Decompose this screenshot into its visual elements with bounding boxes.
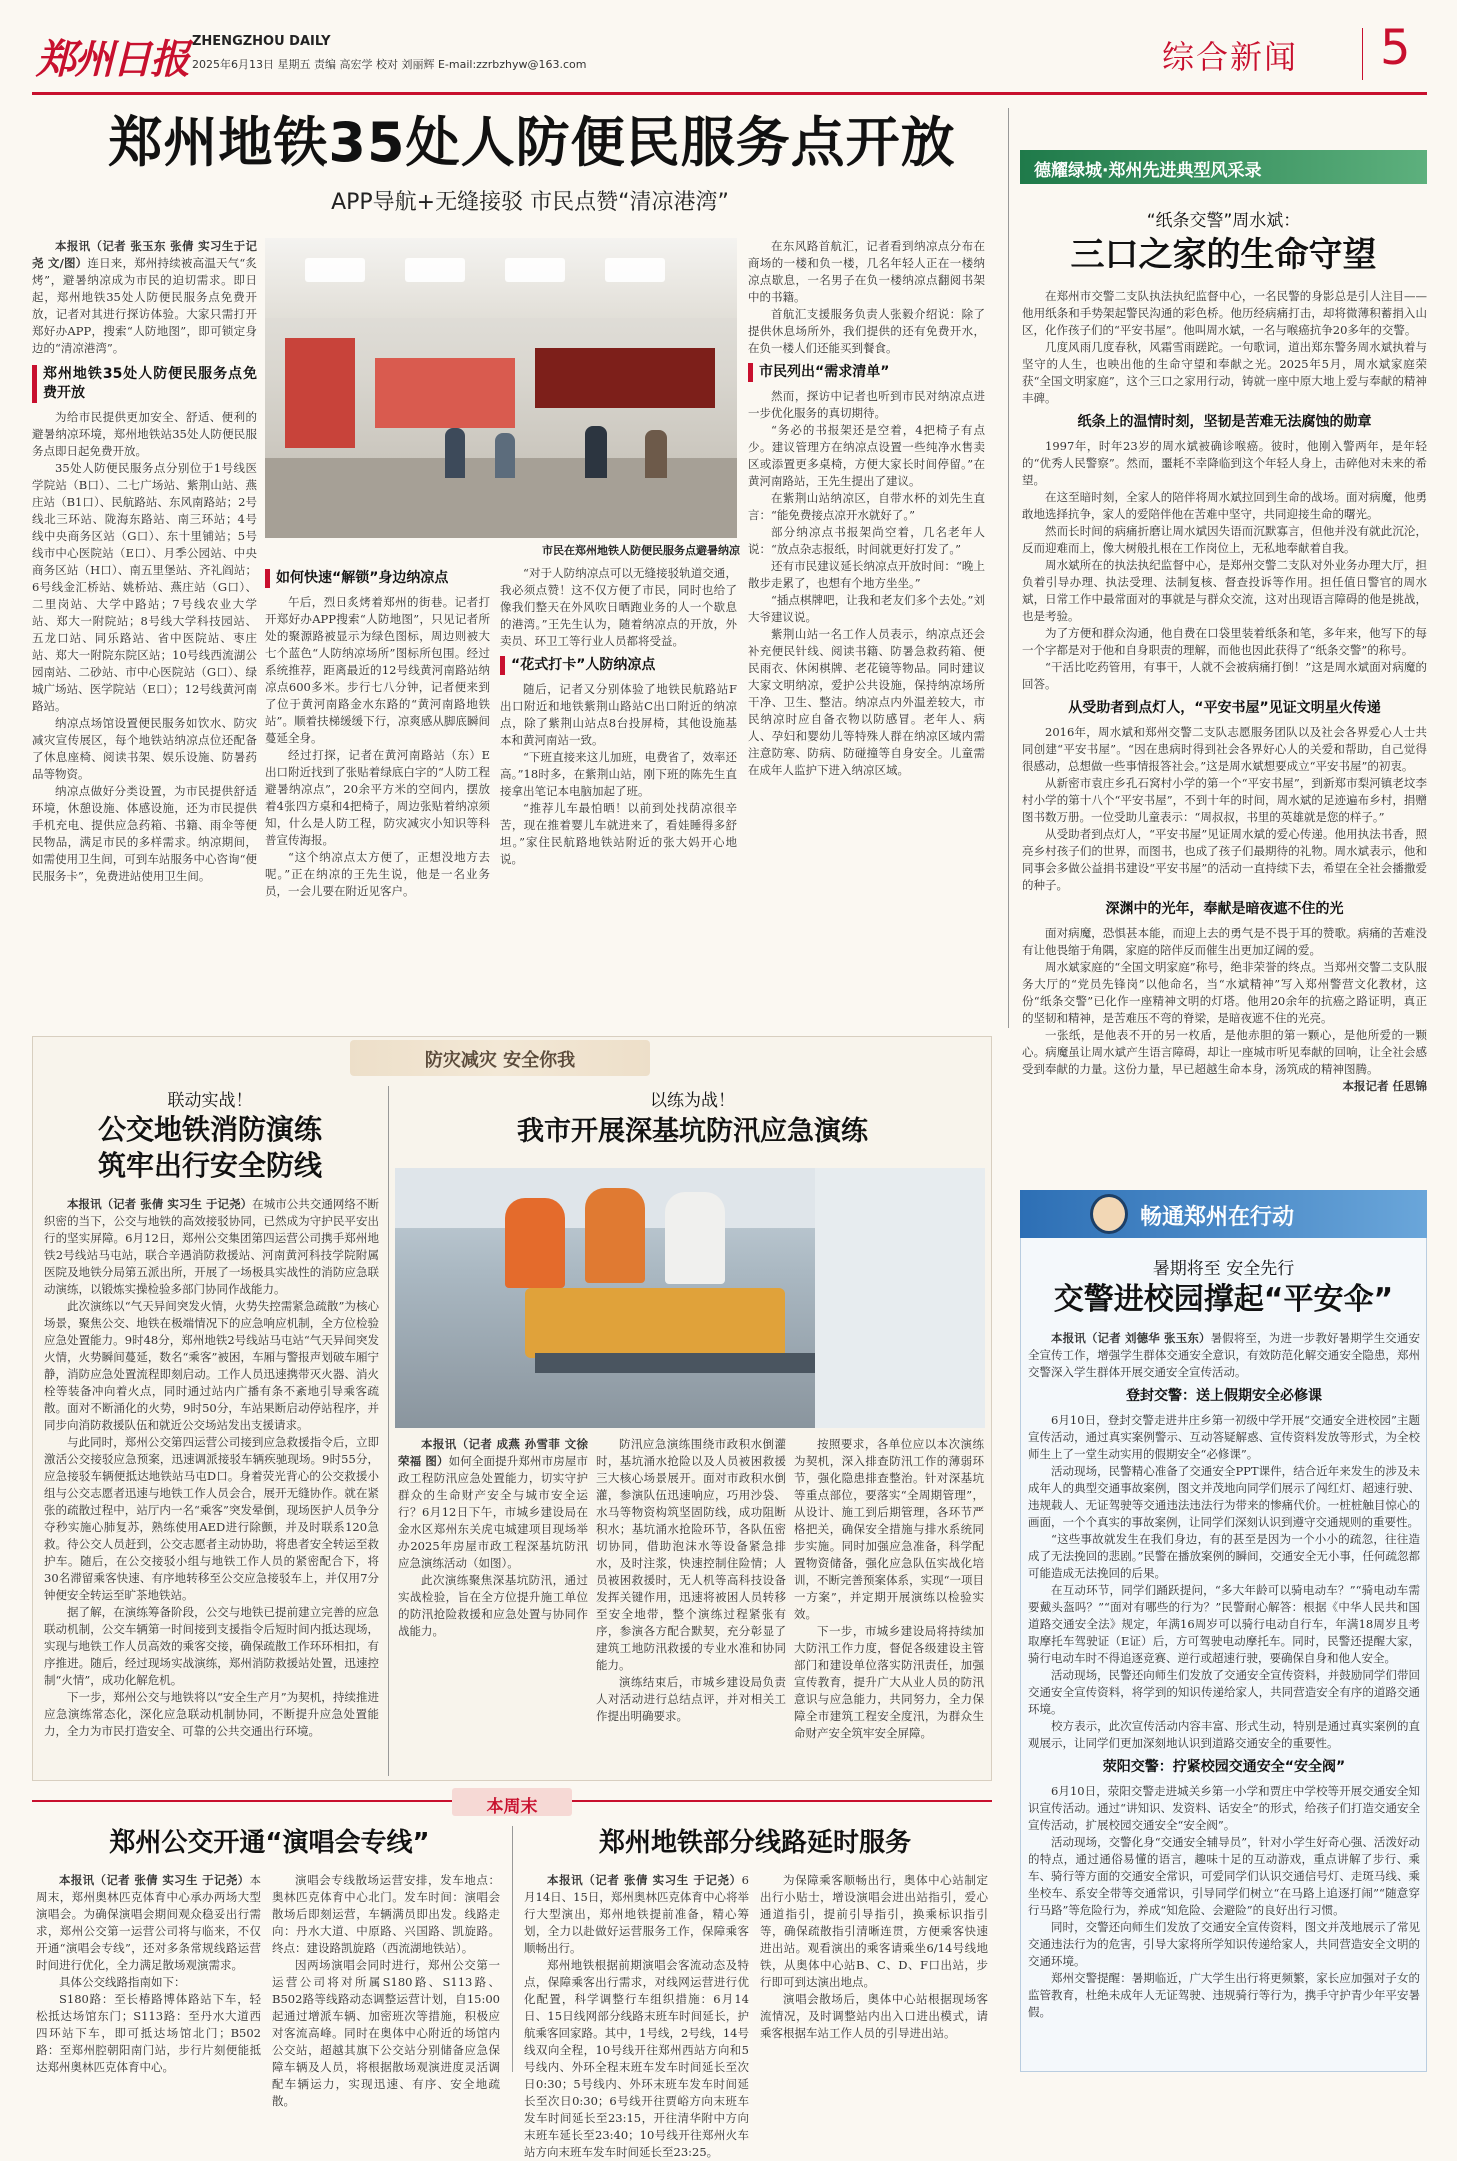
- lead-p6: 午后，烈日炙烤着郑州的街巷。记者打开郑好办APP搜索“人防地图”，只见记者所处的聚源路被显示为绿色图标，周边则被大七个蓝色“人防纳凉场所”图标所包围。经过系统推荐，距离最近的12号线黄河南路站纳凉点600多米。步行七八分钟，记者便来到了位于黄河南路金水东路的“黄河南路地铁站”。顺着扶梯缓缓下行，凉爽感从脚底瞬间蔓延全身。: [265, 595, 490, 745]
- weekly-right-byline: 本报讯（记者 张倩 实习生 于记尧）: [547, 1873, 742, 1887]
- weekly-right-p2: 郑州地铁根据前期演唱会客流动态及特点，保障乘客出行需求，对线网运营进行优化配置，科学调整行车组织措施：6月14日、15日线网部分线路末班车时间延长，护航乘客回家路。其中，1号线，2号线，14号线双向全程，10号线开往郑州西站方向和5号线内、外环全程末班车发车时间延长至次日0:30；5号线内、外环末班车发车时间延长至次日0:30；6号线开往贾峪方向末班车发车时间延长至23:15，开往清华附中方向末班车延长至23:40；10号线开往郑州火车站方向末班车发车时间延长至23:25。: [524, 1958, 749, 2159]
- lead-p3: 35处人防便民服务点分别位于1号线医学院站（B口）、二七广场站、紫荆山站、燕庄站（B1口）、民航路站、东风南路站；2号线北三环站、陇海东路站、南三环站；4号线中央商务区站（G口）、东十里铺站；5号线市中心医院站（E口）、月季公园站、中央商务区站（H口）、南五里堡站、齐礼阎站；6号线金汇桥站、姚桥站、燕庄站（G口）、二里岗站、大学中路站；7号线农业大学站、郑大一附院站；8号线大学科技园站、五龙口站、同乐路站、省中医院站、枣庄站、郑大一附院东院区站；10号线西流湖公园南站、二砂站、市中心医院站（G口）、绿城广场站、医学院站（E口）；12号线黄河南路站。: [32, 461, 257, 713]
- weekly-right-title: 郑州地铁部分线路延时服务: [598, 1828, 911, 1858]
- section-divider: [1362, 28, 1363, 80]
- lead-p2: 为给市民提供更加安全、舒适、便利的避暑纳凉环境，郑州地铁站35处人防便民服务点即日起免费开放。: [32, 410, 257, 458]
- drill-right-p1: 如何全面提升郑州市房屋市政工程防汛应急处置能力，切实守护群众的生命财产安全与城市安全运行？6月12日下午，市城乡建设局在金水区郑州东关虎屯城建项目现场举办2025年房屋市政工程深基坑防汛应急演练活动（如图）。: [398, 1454, 588, 1570]
- traffic-byline: 本报讯（记者 刘德华 张玉东）: [1051, 1331, 1211, 1345]
- column-divider-right: [1008, 108, 1009, 1028]
- traffic-kicker: 暑期将至 安全先行: [1152, 1259, 1295, 1279]
- exemplar-author: 本报记者 任思锦: [1342, 1079, 1427, 1093]
- weekly-tag-text: 本周末: [486, 1797, 538, 1817]
- lead-p5: 纳凉点做好分类设置，为市民提供舒适环境，休憩设施、体感设施，还为市民提供手机充电、提供应急药箱、书籍、雨伞等便民物品，满足市民的多样需求。纳凉期间，如需使用卫生间，可到车站服务中心咨询“便民服务卡”，免费进站使用卫生间。: [32, 784, 257, 883]
- drill-left-p1: 在城市公共交通网络不断织密的当下，公交与地铁的高效接驳协同，已然成为守护民平安出行的坚实屏障。6月12日，郑州公交集团第四运营公司携手郑州地铁2号线站马屯站，联合辛遇消防救援站、河南黄河科技学院附属医院及地铁分局第五派出所，开展了一场极具实战性的消防应急联动演练，以锻炼实操检验多部门协同作战能力。: [44, 1197, 380, 1296]
- drill-right-p4: 演练结束后，市城乡建设局负责人对活动进行总结点评，并对相关工作提出明确要求。: [596, 1675, 786, 1723]
- weekly-left-col1: [36, 1872, 261, 2072]
- drill-left-title1: 公交地铁消防演练: [97, 1113, 322, 1146]
- drill-right-col2: [596, 1436, 786, 1776]
- exemplar-p12: 面对病魔，恐惧甚本能，而迎上去的勇气是不畏于耳的赞歌。病痛的苦难没有让他畏缩于角隅，家庭的陪伴反而催生出更加辽阔的爱。: [1022, 926, 1427, 957]
- lead-sub3: “花式打卡”人防纳凉点: [500, 656, 737, 675]
- traffic-p8: 6月10日，荥阳交警走进城关乡第一小学和贾庄中学校等开展交通安全知识宣传活动。通过“讲知识、发资料、话安全”的形式，给孩子们打造交通安全宣传活动，扩展校园交通安全“安全阀”。: [1028, 1784, 1420, 1832]
- exemplar-p9: 2016年，周水斌和郑州交警二支队志愿服务团队以及社会各界爱心人士共同创建“平安书屋”。“因在患病时得到社会各界好心人的关爱和帮助，自己觉得很感动，总想做一些事情报答社会。”这是周水斌想要成立“平安书屋”的初衷。: [1022, 725, 1427, 773]
- exemplar-p2: 几度风雨几度春秋，风霜雪雨蹉跎。一句歌词，道出郑东警务周水斌执着与坚守的人生，也映出他的生命守望和奉献之光。2025年5月，周水斌家庭荣获“全国文明家庭”，这个三口之家用行动，铸就一座中原大地上爱与奉献的精神丰碑。: [1022, 340, 1427, 405]
- weekly-right-p3: 为保障乘客顺畅出行，奥体中心站制定出行小贴士，增设演唱会进出站指引，爱心通道指引，提前引导指引，换乘标识指引等，确保疏散指引清晰连贯，方便乘客快速进出站。观看演出的乘客请乘坐6/14号线地铁，从奥体中心站B、C、D、F口出站，步行即可到达演出地点。: [760, 1873, 988, 1989]
- lead-p17: 在紫荆山站纳凉区，自带水杯的刘先生直言：“能免费接点凉开水就好了。”: [748, 491, 985, 522]
- lead-p13: 在东风路首航汇，记者看到纳凉点分布在商场的一楼和负一楼，几名年轻人正在一楼纳凉点歇息，一名男子在负一楼纳凉点翻阅书架中的书籍。: [748, 239, 985, 304]
- traffic-s1: 登封交警：送上假期安全必修课: [1126, 1388, 1322, 1404]
- exemplar-p7: 为了方便和群众沟通，他自费在口袋里装着纸条和笔，多年来，他写下的每一个字都是对于他和自身职责的理解，而他也因此获得了“纸条交警”的称号。: [1022, 626, 1427, 657]
- lead-p21: 紫荆山站一名工作人员表示，纳凉点还会补充便民针线、阅读书籍、防暑急救药箱、便民雨衣、休闲棋牌、老花镜等物品。同时建议大家文明纳凉，爱护公共设施，保持纳凉场所干净、卫生、整洁。纳凉点内外温差较大，市民纳凉时应自备衣物以防感冒。老年人、病人、孕妇和婴幼儿等特殊人群在纳凉区域内需注意防寒、防病、防碰撞等自身安全。儿童需在成年人监护下进入纳凉区域。: [748, 627, 985, 777]
- drill-right-title: 我市开展深基坑防汛应急演练: [517, 1116, 868, 1147]
- drill-right-p2: 此次演练聚焦深基坑防汛，通过实战检验，旨在全方位提升施工单位的防汛抢险救援和应急处置与协同作战能力。: [398, 1573, 588, 1638]
- weekly-right-col1: [524, 1872, 749, 2159]
- lead-col-2: [265, 565, 490, 1027]
- traffic-title: 交警进校园撑起“平安伞”: [1053, 1282, 1394, 1317]
- lead-p9: “对于人防纳凉点可以无缝接驳轨道交通，我必须点赞！这不仅方便了市民，同时也给了像我们整天在外风吹日晒跑业务的人一个歇息的港湾。”王先生认为，随着纳凉点的开放，外卖员、环卫工等行业人员都将受益。: [500, 566, 737, 648]
- masthead-en: ZHENGZHOU DAILY: [192, 34, 331, 49]
- drill-left-p5: 下一步，郑州公交与地铁将以“安全生产月”为契机，持续推进应急演练常态化，深化应急联动机制协同，不断提升应急处置能力，全力为市民打造安全、可靠的公共交通出行环境。: [44, 1690, 379, 1738]
- traffic-p10: 同时，交警还向师生们发放了交通安全宣传资料，图文并茂地展示了常见交通违法行为的危害，引导大家将所学知识传递给家人，共同营造安全文明的交通环境。: [1028, 1920, 1420, 1968]
- drill-left-p2: 此次演练以“气天异间突发火情，火势失控需紧急疏散”为核心场景，聚焦公交、地铁在极端情况下的应急响应机制，全方位检验应急处置能力。9时48分，郑州地铁2号线站马屯站“气天异间突发火情，火势瞬间蔓延，数名“乘客”被困，车厢与警报声划破车厢宁静，消防应急处置流程即刻启动。工作人员迅速携带灭火器、消火栓等装备冲向着火点，同时通过站内广播有条不紊地引导乘客疏散。面对不断涌化的火势，9时50分，车站果断启动停站程序，并同步向消防救援队伍和就近公交场站发出支援请求。: [44, 1299, 379, 1432]
- exemplar-body: [1022, 288, 1427, 1168]
- lead-p18: 部分纳凉点书报架尚空着，几名老年人说：“放点杂志报纸，时间就更好打发了。”: [748, 525, 985, 556]
- exemplar-p14: 一张纸，是他表不开的另一枚盾，是他赤胆的第一颗心，是他所爱的一颗心。病魔虽让周水斌产生语言障碍，却让一座城市听见奉献的回响，让全社会感受到奉献的力量。这份力量，早已超越生命本身，汤筑成的精神图腾。: [1022, 1028, 1427, 1076]
- drill-left-kicker: 联动实战！: [167, 1091, 253, 1111]
- weekly-left-col2: [272, 1872, 500, 2108]
- drill-photo: [395, 1168, 985, 1428]
- drill-right-col3: [794, 1436, 984, 1776]
- drill-right-p3: 防汛应急演练围绕市政积水倒灌时，基坑涌水抢险以及人员被困救援三大核心场景展开。面对市政积水倒灌，参演队伍迅速响应，巧用沙袋、水马等物资构筑坚固防线，成功阻断积水；基坑涌水抢险环节，各队伍密切协同，借助泡沫水等设备紧急排水，及时注浆，快速控制住险情；人员被困救援时，无人机等高科技设备发挥关键作用，迅速将被困人员转移至安全地带，整个演练过程紧张有序，参演各方配合默契，充分彰显了建筑工地防汛救援的专业水准和协同能力。: [596, 1437, 786, 1672]
- lead-title: 郑州地铁35处人防便民服务点开放: [108, 111, 956, 174]
- traffic-p9: 活动现场，交警化身“交通安全辅导员”，针对小学生好奇心强、活泼好动的特点，通过通俗易懂的语言，趣味十足的互动游戏，重点讲解了步行、乘车、骑行等方面的交通安全常识，可爱同学们认识交通信号灯、走斑马线、乘坐校车、系安全带等交通常识，引导同学们树立“在马路上追逐打闹”“随意穿行马路”等危险行为，养成“知危险、会避险”的良好出行习惯。: [1028, 1835, 1420, 1917]
- traffic-p1: 暑假将至，为进一步教好暑期学生交通安全宣传工作，增强学生群体交通安全意识，有效防范化解交通安全隐患，郑州交警深入学生群体开展交通安全宣传活动。: [1028, 1331, 1420, 1379]
- weekly-right-col2: [760, 1872, 988, 2072]
- exemplar-banner: [1020, 150, 1427, 184]
- exemplar-p11: 从受助者到点灯人，“平安书屋”见证周水斌的爱心传递。他用执法书香，照亮乡村孩子们的世界，而图书，也成了孩子们最期待的礼物。周水斌表示，他和同事会多做公益捐书建设“平安书屋”的活动一直持续下去，希望在全社会播撒爱的种子。: [1022, 827, 1427, 892]
- weekly-left-p4: 演唱会专线散场运营安排，发车地点：奥林匹克体育中心北门。发车时间：演唱会散场后即刻运营，车辆满员即出发。线路走向：丹水大道、中原路、兴国路、凯旋路。终点：建设路凯旋路（西流湖地铁站）。: [272, 1873, 500, 1955]
- masthead: [32, 20, 1427, 90]
- drill-left-body: [44, 1196, 379, 1774]
- weekly-left-byline: 本报讯（记者 张倩 实习生 于记尧）: [59, 1873, 250, 1887]
- exemplar-p6: 周水斌所在的执法执纪监督中心，是郑州交警二支队对外业务办理大厅，担负着引导办理、执法受理、法制复核、督查投诉等作用。担任值日警官的周水斌，日常工作中最常面对的事就是与群众交流，这对出现语言障碍的他是挑战，也是考验。: [1022, 558, 1427, 623]
- page-number: 5: [1380, 20, 1411, 76]
- exemplar-p4: 在这至暗时刻，全家人的陪伴将周水斌拉回到生命的战场。面对病魔，他勇敢地选择抗争，家人的爱陪伴他在苦难中坚守，共同迎接生命的曙光。: [1022, 490, 1427, 521]
- exemplar-title: 三口之家的生命守望: [1070, 235, 1377, 275]
- lead-photo-caption: 市民在郑州地铁人防便民服务点避暑纳凉: [542, 544, 740, 557]
- exemplar-p3: 1997年，时年23岁的周水斌被确诊喉癌。彼时，他刚入警两年，是年轻的“优秀人民警察”。然而，噩耗不幸降临到这个年轻人身上，击碎他对未来的希望。: [1022, 439, 1427, 487]
- traffic-p5: 在互动环节，同学们踊跃提问，“多大年龄可以骑电动车？”“骑电动车需要戴头盔吗？”“面对有哪些的行为？”民警耐心解答：根据《中华人民共和国道路交通安全法》规定，年满16周岁可以骑行电动自行车，年满18周岁且考取摩托车驾驶证（E证）后，方可驾驶电动摩托车。同时，民警还提醒大家，骑行电动车时不得追逐竞赛、逆行或超速行驶，要确保自身和他人安全。: [1028, 1583, 1420, 1665]
- drill-right-byline: 本报讯（记者 成燕 孙雪菲 文徐荣福 图）: [398, 1437, 588, 1468]
- traffic-p11: 郑州交警提醒：暑期临近，广大学生出行将更频繁，家长应加强对子女的监管教育，杜绝未成年人无证驾驶、违规骑行等行为，携手守护青少年平安暑假。: [1028, 1971, 1420, 2019]
- weekly-right-p4: 演唱会散场后，奥体中心站根据现场客流情况，及时调整站内出入口进出模式，请乘客根据车站工作人员的引导进出站。: [760, 1992, 988, 2040]
- traffic-p4: “这些事故就发生在我们身边，有的甚至是因为一个小小的疏忽，往往造成了无法挽回的悲剧。”民警在播放案例的瞬间，交通安全无小事，任何疏忽都可能造成无法挽回的后果。: [1028, 1532, 1420, 1580]
- drill-right-p5: 按照要求，各单位应以本次演练为契机，深入排查防汛工作的薄弱环节，强化隐患排查整治。针对深基坑等重点部位，要落实“全周期管理”，从设计、施工到后期管理，各环节严格把关，确保安全措施与排水系统同步实施。同时加强应急准备，科学配置物资储备，强化应急队伍实战化培训，不断完善预案体系，实现“一项目一方案”，并定期开展演练以检验实效。: [794, 1437, 984, 1621]
- drill-divider: [388, 1086, 389, 1776]
- drill-right-kicker: 以练为战！: [650, 1091, 735, 1111]
- lead-sub4: 市民列出“需求清单”: [748, 363, 985, 382]
- lead-p15: 然而，探访中记者也听到市民对纳凉点进一步优化服务的真切期待。: [748, 389, 985, 420]
- exemplar-p8: “干活比吃药管用，有事干，人就不会被病痛打倒！”这是周水斌面对病魔的回答。: [1022, 660, 1427, 691]
- exemplar-p5: 然而长时间的病痛折磨让周水斌因失语而沉默寡言，但他并没有就此沉沦，反而迎难而上，像大树般扎根在工作岗位上，无私地奉献着自我。: [1022, 524, 1427, 555]
- lead-sub1: 郑州地铁35处人防便民服务点免费开放: [32, 365, 257, 403]
- lead-p14: 首航汇支援服务负责人张毅介绍说：除了提供休息场所外，我们提供的还有免费开水，在负一楼人们还能买到餐食。: [748, 307, 985, 355]
- lead-p8: “这个纳凉点太方便了，正想没地方去呢。”正在纳凉的王先生说，他是一名业务员，一会儿要在附近见客户。: [265, 850, 490, 898]
- lead-p1: 连日来，郑州持续被高温天气“炙烤”，避暑纳凉成为市民的迫切需求。即日起，郑州地铁35处人防便民服务点免费开放，记者对其进行探访体验。大家只需打开郑好办APP，搜索“人防地图”，即可锁定身边的“清凉港湾”。: [32, 256, 257, 355]
- exemplar-s3: 深渊中的光年，奉献是暗夜遮不住的光: [1105, 901, 1344, 917]
- disaster-banner-text: 防灾减灾 安全你我: [424, 1050, 576, 1071]
- lead-col-3: [500, 565, 737, 1027]
- lead-p12: “推荐儿车最怕晒！以前到处找荫凉很辛苦，现在推着婴儿车就进来了，看娃睡得多舒坦。”家住民航路地铁站附近的张大妈开心地说。: [500, 801, 737, 866]
- masthead-rule: [32, 92, 1427, 95]
- exemplar-p1: 在郑州市交警二支队执法执纪监督中心，一名民警的身影总是引人注目——他用纸条和手势架起警民沟通的彩色桥。他历经病痛打击，却将微薄积蓄捐入山区，化作孩子们的“平安书屋”。他叫周水斌，一名与喉癌抗争20多年的交警。: [1022, 289, 1427, 337]
- weekly-divider: [512, 1826, 513, 2072]
- exemplar-s2: 从受助者到点灯人，“平安书屋”见证文明星火传递: [1068, 700, 1381, 716]
- lead-subtitle: APP导航+无缝接驳 市民点赞“清凉港湾”: [331, 190, 729, 215]
- lead-p11: “下班直接来这儿加班，电费省了，效率还高。”18时多，在紫荆山站，刚下班的陈先生直接拿出笔记本电脑加起了班。: [500, 750, 737, 798]
- traffic-s2: 荥阳交警：拧紧校园交通安全“安全阀”: [1102, 1759, 1346, 1775]
- exemplar-kicker: “纸条交警”周水斌：: [1146, 211, 1301, 231]
- weekly-left-p1: 本周末，郑州奥林匹克体育中心承办两场大型演唱会。为确保演唱会期间观众稳妥出行需求，郑州公交第一运营公司将与临来，不仅开通“演唱会专线”，还对多条常规线路运营时间进行优化，全力满足散场观演需求。: [36, 1873, 261, 1972]
- lead-col-1: [32, 238, 257, 1028]
- weekly-left-p2: 具体公交线路指南如下：: [59, 1975, 186, 1989]
- drill-right-p6: 下一步，市城乡建设局将持续加大防汛工作力度，督促各级建设主管部门和建设单位落实防汛责任，加强宣传教育，提升广大从业人员的防汛意识与应急能力，共同努力，全力保障全市建筑工程安全度汛，为群众生命财产安全筑牢安全屏障。: [794, 1624, 984, 1740]
- lead-p10: 随后，记者又分别体验了地铁民航路站F出口附近和地铁紫荆山路站C出口附近的纳凉点，除了紫荆山站点8台投屏椅，其他设施基本和黄河南站一致。: [500, 682, 737, 747]
- drill-left-p3: 与此同时，郑州公交第四运营公司接到应急救援指令后，立即激活公交接驳应急预案，迅速调派接驳车辆疾驰现场。9时55分，应急接驳车辆便抵达地铁站马屯D口。身着荧光背心的公交救援小组与公交志愿者迅速与地铁工作人员会合，展开无缝协作。就在紧张的疏散过程中，站厅内一名“乘客”突发晕倒，现场医护人员争分夺秒实施心肺复苏，熟练使用AED进行除颤，并及时联系120急救。待公交人员赶到，公交志愿者主动协助，将患者安全转运至救护车。随后，在公交接驳小组与地铁工作人员的紧密配合下，将30名滞留乘客快速、有序地转移至公交应急接驳车上，并仅用7分钟便安全转运至旷茶地铁站。: [44, 1435, 379, 1602]
- traffic-p2: 6月10日，登封交警走进井庄乡第一初级中学开展“交通安全进校园”主题宣传活动，通过真实案例警示、互动答疑解惑、宣传资料发放等形式，为全校师生上了一堂生动实用的假期安全“必修课”。: [1028, 1413, 1420, 1461]
- weekly-right-p1: 6月14日、15日，郑州奥林匹克体育中心将举行大型演出，郑州地铁提前准备，精心筹划，全力以赴做好运营服务工作，保障乘客顺畅出行。: [524, 1873, 749, 1955]
- lead-sub2: 如何快速“解锁”身边纳凉点: [265, 569, 490, 588]
- exemplar-banner-text: 德耀绿城·郑州先进典型风采录: [1034, 161, 1262, 181]
- masthead-logo: 郑州日报: [36, 36, 188, 83]
- weekly-tag: [452, 1788, 572, 1816]
- traffic-banner: [1020, 1190, 1427, 1238]
- lead-photo: [265, 238, 737, 538]
- weekly-left-p5: 因两场演唱会同时进行，郑州公交第一运营公司将对所属S180路、S113路、B502路等线路动态调整运营计划，自15:00起通过增派车辆、加密班次等措施，积极应对客流高峰。同时在奥体中心附近的场馆内公交站，超越其旗下公交站分别储备应急保障车辆及人员，将根据散场观演进度灵活调配车辆运力，实现迅速、有序、安全地疏散。: [272, 1958, 500, 2108]
- drill-left-byline: 本报讯（记者 张倩 实习生 于记尧）: [67, 1197, 253, 1211]
- lead-col-4: [748, 238, 985, 1028]
- lead-p7: 经过打探，记者在黄河南路站（东）E出口附近找到了张贴着绿底白字的“人防工程避暑纳凉点”，20余平方米的空间内，摆放着4张四方桌和4把椅子，周边张贴着纳凉须知，什么是人防工程，防灾减灾小知识等科普宣传海报。: [265, 748, 490, 847]
- drill-left-p4: 据了解，在演练筹备阶段，公交与地铁已提前建立完善的应急联动机制，公交车辆第一时间接到支援指令后短时间内抵达现场，实现与地铁工作人员高效的乘客交接，确保疏散工作环环相扣，有序推进。随后，经过现场实战演练，郑州消防救援站处置，迅速控制“火情”，成功化解危机。: [44, 1605, 379, 1687]
- lead-byline: 本报讯（记者 张玉东 张倩 实习生于记尧 文/图）: [32, 239, 257, 270]
- section-name: 综合新闻: [1162, 38, 1299, 76]
- disaster-banner: [350, 1040, 650, 1076]
- exemplar-p10: 从新密市袁庄乡孔石窝村小学的第一个“平安书屋”，到新郑市梨河镇老坟李村小学的第十八个“平安书屋”，不到十年的时间，周水斌的足迹遍布乡村，捐赠图书数万册。一位受助儿童表示：“周叔叔，书里的英雄就是您的样子。”: [1022, 776, 1427, 824]
- exemplar-s1: 纸条上的温情时刻，坚韧是苦难无法腐蚀的勋章: [1077, 414, 1372, 430]
- drill-right-col1: [398, 1436, 588, 1776]
- exemplar-p13: 周水斌家庭的“全国文明家庭”称号，绝非荣誉的终点。当郑州交警二支队服务大厅的“党员先锋岗”以他命名，当“水斌精神”写入郑州警营文化教材，这份“纸条交警”已化作一座精神文明的灯塔。他用20余年的抗癌之路证明，真正的坚韧和精神，是苦难压不弯的脊梁，是暗夜遮不住的光亮。: [1022, 960, 1427, 1025]
- traffic-p6: 活动现场，民警还向师生们发放了交通安全宣传资料，并鼓励同学们带回交通安全宣传资料，将学到的知识传递给家人，共同营造安全有序的道路交通环境。: [1028, 1668, 1420, 1716]
- weekly-left-title: 郑州公交开通“演唱会专线”: [109, 1828, 430, 1858]
- traffic-police-icon: [1090, 1194, 1128, 1234]
- lead-p4: 纳凉点场馆设置便民服务如饮水、防灾减灾宣传展区，每个地铁站纳凉点位还配备了休息座椅、阅读书架、娱乐设施、防暑药品等物资。: [32, 716, 257, 781]
- traffic-p7: 校方表示，此次宣传活动内容丰富、形式生动，特别是通过真实案例的直观展示，让同学们更加深刻地认识到道路交通安全的重要性。: [1028, 1719, 1420, 1750]
- masthead-date: 2025年6月13日 星期五 责编 高宏学 校对 刘丽辉 E-mail:zzrbzhyw@163.com: [192, 58, 587, 71]
- traffic-banner-text: 畅通郑州在行动: [1140, 1205, 1295, 1230]
- lead-p19: 还有市民建议延长纳凉点开放时间：“晚上散步走累了，也想有个地方坐坐。”: [748, 559, 985, 590]
- weekly-left-p3: S180路：至长椿路博体路站下车，轻松抵达场馆东门；S113路：至丹水大道西四环站下车，即可抵达场馆北门；B502路：至郑州腔朝阳南门站，步行片刻便能抵达郑州奥林匹克体育中心。: [36, 1992, 261, 2074]
- traffic-p3: 活动现场，民警精心准备了交通安全PPT课件，结合近年来发生的涉及未成年人的典型交通事故案例，图文并茂地向同学们展示了闯红灯、超速行驶、违规载人、无证驾驶等交通违法违法行为带来的惨痛代价。一桩桩触目惊心的画面，一个个真实的事故案例，让同学们深刻认识到遵守交通规则的重要性。: [1028, 1464, 1420, 1529]
- lead-p16: “务必的书报架还是空着，4把椅子有点少。建议管理方在纳凉点设置一些纯净水售卖区或添置更多桌椅，方便大家长时间停留。”在黄河南路站，王先生提出了建议。: [748, 423, 985, 488]
- lead-p20: “插点棋牌吧，让我和老友们多个去处。”刘大爷建议说。: [748, 593, 985, 624]
- drill-left-title2: 筑牢出行安全防线: [97, 1149, 322, 1182]
- traffic-body: [1028, 1330, 1420, 2068]
